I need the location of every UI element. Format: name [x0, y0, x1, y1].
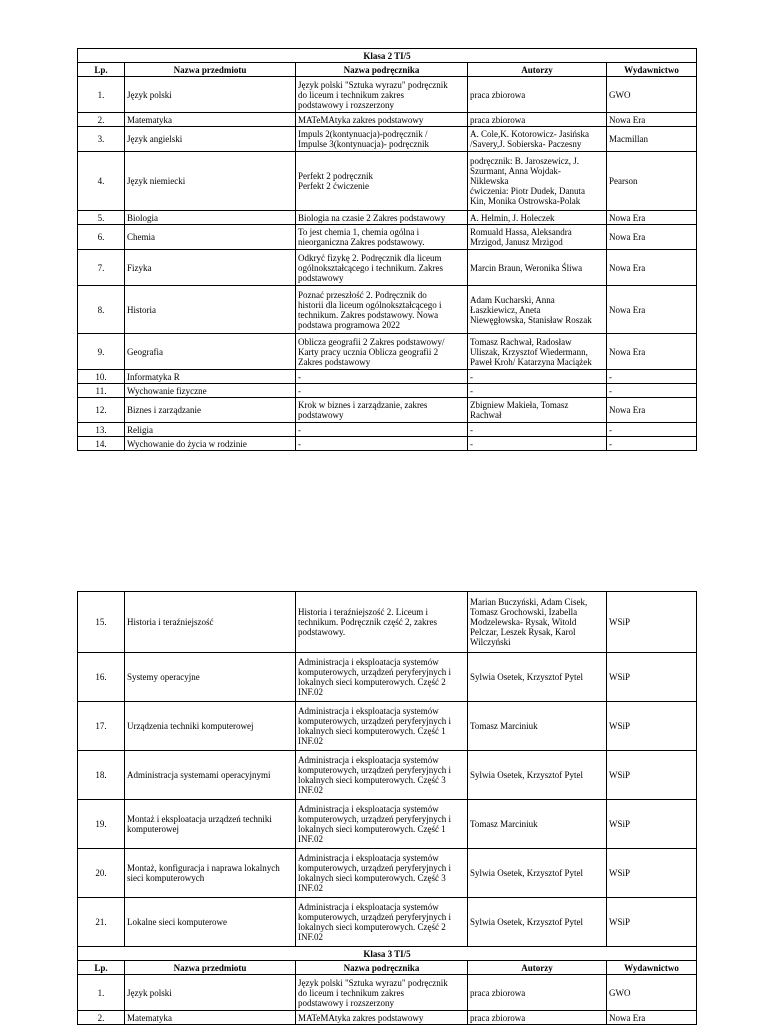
header-subject: Nazwa przedmiotu: [125, 961, 296, 975]
cell-book: Język polski "Sztuka wyrazu" podręcznik do liceum i technikum zakres podstawowy i rozszerzony: [296, 975, 468, 1011]
table-row: [78, 384, 697, 398]
cell-book: -: [296, 437, 468, 451]
cell-publisher: -: [607, 384, 697, 398]
cell-authors: Tomasz Marciniuk: [468, 800, 607, 849]
cell-publisher: Nowa Era: [607, 1011, 697, 1025]
cell-subject: Montaż, konfiguracja i naprawa lokalnych sieci komputerowych: [125, 849, 296, 898]
cell-lp: 9.: [78, 334, 125, 370]
cell-publisher: GWO: [607, 77, 697, 113]
cell-publisher: WSiP: [607, 800, 697, 849]
cell-subject: Wychowanie fizyczne: [125, 384, 296, 398]
cell-subject: Język angielski: [125, 127, 296, 152]
cell-authors: Tomasz Rachwał, Radosław Uliszak, Krzysztof Wiedermann, Paweł Kroh/ Katarzyna Maciążek: [468, 334, 607, 370]
cell-book: Administracja i eksploatacja systemów komputerowych, urządzeń peryferyjnych i lokalnych sieci komputerowych. Część 2 INF.02: [296, 898, 468, 947]
table-row: [78, 849, 697, 898]
cell-subject: Lokalne sieci komputerowe: [125, 898, 296, 947]
cell-lp: 6.: [78, 225, 125, 250]
cell-publisher: -: [607, 437, 697, 451]
class-title-row: [78, 49, 697, 63]
header-subject: Nazwa przedmiotu: [125, 63, 296, 77]
cell-lp: 11.: [78, 384, 125, 398]
cell-publisher: Nowa Era: [607, 225, 697, 250]
cell-lp: 20.: [78, 849, 125, 898]
cell-lp: 19.: [78, 800, 125, 849]
header-row: [78, 961, 697, 975]
header-book: Nazwa podręcznika: [296, 63, 468, 77]
header-lp: Lp.: [78, 63, 125, 77]
cell-publisher: WSiP: [607, 751, 697, 800]
table-row: [78, 225, 697, 250]
header-publisher: Wydawnictwo: [607, 961, 697, 975]
table-row: [78, 113, 697, 127]
cell-lp: 5.: [78, 211, 125, 225]
cell-authors: Marian Buczyński, Adam Cisek, Tomasz Grochowski, Izabella Modzelewska- Rysak, Witold Pelczar, Leszek Rysak, Karol Wilczyński: [468, 592, 607, 653]
cell-publisher: WSiP: [607, 702, 697, 751]
cell-authors: podręcznik: B. Jaroszewicz, J. Szurmant, Anna Wojdak- Niklewska ćwiczenia: Piotr Dudek, Danuta Kin, Monika Ostrowska-Polak: [468, 152, 607, 211]
cell-subject: Montaż i eksploatacja urządzeń techniki komputerowej: [125, 800, 296, 849]
table-row: [78, 334, 697, 370]
cell-subject: Fizyka: [125, 250, 296, 286]
textbook-table-klasa-2: [77, 48, 697, 451]
table-row: [78, 286, 697, 334]
cell-subject: Historia: [125, 286, 296, 334]
cell-book: Perfekt 2 podręcznik Perfekt 2 ćwiczenie: [296, 152, 468, 211]
table-row: [78, 127, 697, 152]
table-row: [78, 653, 697, 702]
cell-publisher: Nowa Era: [607, 334, 697, 370]
cell-lp: 1.: [78, 975, 125, 1011]
class-title: Klasa 3 TI/5: [78, 947, 697, 961]
cell-lp: 3.: [78, 127, 125, 152]
cell-publisher: WSiP: [607, 592, 697, 653]
cell-authors: Sylwia Osetek, Krzysztof Pytel: [468, 898, 607, 947]
cell-book: MATeMAtyka zakres podstawowy: [296, 1011, 468, 1025]
cell-authors: -: [468, 437, 607, 451]
cell-authors: praca zbiorowa: [468, 113, 607, 127]
table-row: [78, 975, 697, 1011]
cell-book: To jest chemia 1, chemia ogólna i nieorganiczna Zakres podstawowy.: [296, 225, 468, 250]
cell-lp: 4.: [78, 152, 125, 211]
header-lp: Lp.: [78, 961, 125, 975]
cell-authors: Adam Kucharski, Anna Łaszkiewicz, Aneta Niewęgłowska, Stanisław Roszak: [468, 286, 607, 334]
cell-authors: Zbigniew Makieła, Tomasz Rachwał: [468, 398, 607, 423]
table-row: [78, 423, 697, 437]
table-row: [78, 152, 697, 211]
cell-lp: 21.: [78, 898, 125, 947]
table-row: [78, 1011, 697, 1025]
cell-authors: Sylwia Osetek, Krzysztof Pytel: [468, 751, 607, 800]
cell-publisher: Nowa Era: [607, 211, 697, 225]
cell-publisher: Macmillan: [607, 127, 697, 152]
cell-subject: Język polski: [125, 975, 296, 1011]
class-title: Klasa 2 TI/5: [78, 49, 697, 63]
cell-lp: 15.: [78, 592, 125, 653]
cell-book: Poznać przeszłość 2. Podręcznik do historii dla liceum ogólnokształcącego i technikum. Zakres podstawowy. Nowa podstawa programowa 2022: [296, 286, 468, 334]
table-row: [78, 211, 697, 225]
cell-book: Język polski "Sztuka wyrazu" podręcznik do liceum i technikum zakres podstawowy i rozszerzony: [296, 77, 468, 113]
cell-subject: Matematyka: [125, 1011, 296, 1025]
header-book: Nazwa podręcznika: [296, 961, 468, 975]
cell-book: Impuls 2(kontynuacja)-podręcznik / Impulse 3(kontynuacja)- podręcznik: [296, 127, 468, 152]
cell-book: -: [296, 370, 468, 384]
table-row: [78, 398, 697, 423]
cell-book: -: [296, 384, 468, 398]
table-row: [78, 751, 697, 800]
table-row: [78, 250, 697, 286]
cell-lp: 2.: [78, 113, 125, 127]
cell-publisher: Nowa Era: [607, 113, 697, 127]
cell-authors: Sylwia Osetek, Krzysztof Pytel: [468, 849, 607, 898]
cell-book: Administracja i eksploatacja systemów komputerowych, urządzeń peryferyjnych i lokalnych sieci komputerowych. Część 2 INF.02: [296, 653, 468, 702]
class-title-row: [78, 947, 697, 961]
cell-authors: Sylwia Osetek, Krzysztof Pytel: [468, 653, 607, 702]
cell-book: MATeMAtyka zakres podstawowy: [296, 113, 468, 127]
cell-book: Administracja i eksploatacja systemów komputerowych, urządzeń peryferyjnych i lokalnych sieci komputerowych. Część 3 INF.02: [296, 751, 468, 800]
table-row: [78, 592, 697, 653]
table-row: [78, 898, 697, 947]
header-publisher: Wydawnictwo: [607, 63, 697, 77]
cell-authors: Tomasz Marciniuk: [468, 702, 607, 751]
cell-subject: Chemia: [125, 225, 296, 250]
cell-book: Administracja i eksploatacja systemów komputerowych, urządzeń peryferyjnych i lokalnych sieci komputerowych. Część 1 INF.02: [296, 800, 468, 849]
cell-subject: Informatyka R: [125, 370, 296, 384]
cell-lp: 13.: [78, 423, 125, 437]
cell-lp: 2.: [78, 1011, 125, 1025]
cell-publisher: Nowa Era: [607, 398, 697, 423]
cell-subject: Wychowanie do życia w rodzinie: [125, 437, 296, 451]
cell-authors: A. Helmin, J. Holeczek: [468, 211, 607, 225]
cell-book: -: [296, 423, 468, 437]
cell-publisher: WSiP: [607, 898, 697, 947]
cell-subject: Język polski: [125, 77, 296, 113]
cell-subject: Religia: [125, 423, 296, 437]
table-row: [78, 702, 697, 751]
cell-authors: praca zbiorowa: [468, 77, 607, 113]
table-row: [78, 800, 697, 849]
cell-subject: Biznes i zarządzanie: [125, 398, 296, 423]
cell-authors: -: [468, 370, 607, 384]
table-row: [78, 77, 697, 113]
cell-lp: 7.: [78, 250, 125, 286]
cell-lp: 17.: [78, 702, 125, 751]
cell-subject: Biologia: [125, 211, 296, 225]
cell-publisher: GWO: [607, 975, 697, 1011]
cell-authors: -: [468, 423, 607, 437]
cell-book: Administracja i eksploatacja systemów komputerowych, urządzeń peryferyjnych i lokalnych sieci komputerowych. Część 3 INF.02: [296, 849, 468, 898]
cell-book: Odkryć fizykę 2. Podręcznik dla liceum ogólnokształcącego i technikum. Zakres podstawowy: [296, 250, 468, 286]
cell-subject: Administracja systemami operacyjnymi: [125, 751, 296, 800]
cell-publisher: Nowa Era: [607, 286, 697, 334]
cell-lp: 8.: [78, 286, 125, 334]
cell-book: Administracja i eksploatacja systemów komputerowych, urządzeń peryferyjnych i lokalnych sieci komputerowych. Część 1 INF.02: [296, 702, 468, 751]
cell-lp: 16.: [78, 653, 125, 702]
cell-authors: praca zbiorowa: [468, 975, 607, 1011]
cell-subject: Język niemiecki: [125, 152, 296, 211]
cell-book: Biologia na czasie 2 Zakres podstawowy: [296, 211, 468, 225]
cell-authors: -: [468, 384, 607, 398]
cell-subject: Systemy operacyjne: [125, 653, 296, 702]
cell-subject: Geografia: [125, 334, 296, 370]
cell-lp: 10.: [78, 370, 125, 384]
table-row: [78, 437, 697, 451]
cell-lp: 1.: [78, 77, 125, 113]
header-row: [78, 63, 697, 77]
cell-authors: A. Cole,K. Kotorowicz- Jasińska /Savery,J. Sobierska- Paczesny: [468, 127, 607, 152]
cell-authors: praca zbiorowa: [468, 1011, 607, 1025]
cell-publisher: Nowa Era: [607, 250, 697, 286]
cell-publisher: Pearson: [607, 152, 697, 211]
cell-book: Historia i teraźniejszość 2. Liceum i technikum. Podręcznik część 2, zakres podstawowy.: [296, 592, 468, 653]
cell-publisher: WSiP: [607, 653, 697, 702]
cell-subject: Historia i teraźniejszość: [125, 592, 296, 653]
cell-lp: 14.: [78, 437, 125, 451]
header-authors: Autorzy: [468, 63, 607, 77]
cell-publisher: -: [607, 370, 697, 384]
textbook-table-continued: [77, 591, 697, 1025]
cell-subject: Urządzenia techniki komputerowej: [125, 702, 296, 751]
cell-book: Oblicza geografii 2 Zakres podstawowy/ Karty pracy ucznia Oblicza geografii 2 Zakres podstawowy: [296, 334, 468, 370]
cell-publisher: -: [607, 423, 697, 437]
cell-lp: 12.: [78, 398, 125, 423]
cell-subject: Matematyka: [125, 113, 296, 127]
cell-lp: 18.: [78, 751, 125, 800]
table-row: [78, 370, 697, 384]
header-authors: Autorzy: [468, 961, 607, 975]
cell-authors: Marcin Braun, Weronika Śliwa: [468, 250, 607, 286]
cell-authors: Romuald Hassa, Aleksandra Mrzigod, Janusz Mrzigod: [468, 225, 607, 250]
cell-publisher: WSiP: [607, 849, 697, 898]
cell-book: Krok w biznes i zarządzanie, zakres podstawowy: [296, 398, 468, 423]
